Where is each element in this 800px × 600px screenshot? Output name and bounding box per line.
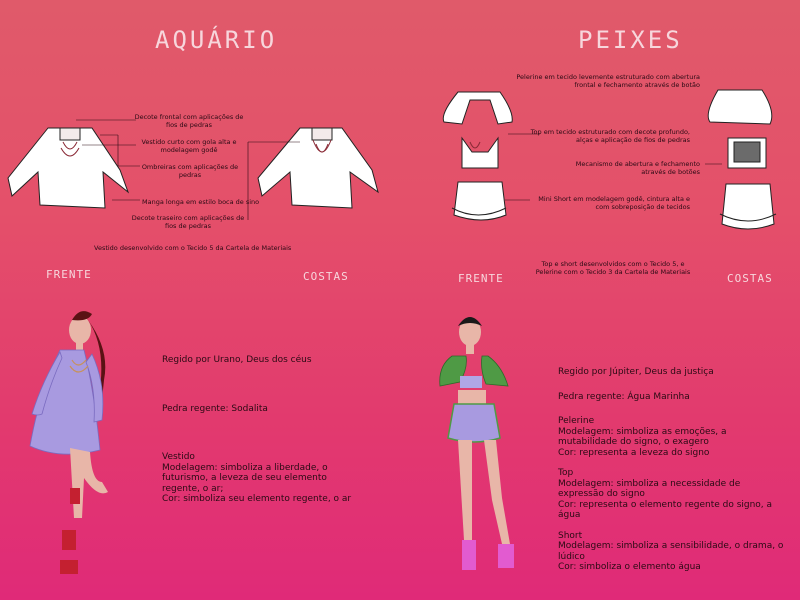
aquario-figure-illustration bbox=[30, 311, 108, 574]
aquario-vestido-modelagem: Modelagem: simboliza a liberdade, o futurismo, a leveza de seu elemento regente, o ar; bbox=[162, 462, 328, 494]
peixes-figure-illustration bbox=[440, 317, 514, 570]
aquario-regido: Regido por Urano, Deus dos céus bbox=[162, 355, 312, 365]
aquario-dress-back-sketch bbox=[258, 128, 378, 208]
aquario-annotation-manga: Manga longa em estilo boca de sino bbox=[142, 198, 260, 206]
peixes-annotation-mecanismo: Mecanismo de abertura e fechamento através de botões bbox=[575, 160, 700, 176]
aquario-pedra: Pedra regente: Sodalita bbox=[162, 403, 268, 414]
peixes-pelerine-modelagem: Modelagem: simboliza as emoções, a mutabilidade do signo, o exagero bbox=[558, 426, 727, 447]
aquario-vestido-cor: Cor: simboliza seu elemento regente, o ar bbox=[162, 494, 352, 504]
aquario-front-label: FRENTE bbox=[46, 268, 92, 281]
peixes-short-front-sketch bbox=[452, 182, 506, 220]
peixes-pedra: Pedra regente: Água Marinha bbox=[558, 391, 690, 402]
peixes-annotation-top: Top em tecido estruturado com decote profundo, alças e aplicação de fios de pedras bbox=[530, 128, 690, 144]
peixes-short-title: Short bbox=[558, 530, 583, 541]
peixes-pelerine-back-sketch bbox=[708, 90, 772, 124]
peixes-top-title: Top bbox=[558, 468, 574, 478]
peixes-back-label: COSTAS bbox=[727, 272, 773, 285]
peixes-pelerine-title: Pelerine bbox=[558, 416, 595, 426]
aquario-description bbox=[162, 355, 362, 505]
peixes-short-cor: Cor: simboliza o elemento água bbox=[558, 562, 701, 572]
peixes-annotation-tecido: Top e short desenvolvidos com o Tecido 5, e Pelerine com o Tecido 3 da Cartela de Materiais bbox=[535, 260, 691, 276]
peixes-top-modelagem: Modelagem: simboliza a necessidade de expressão do signo bbox=[558, 478, 741, 499]
peixes-pelerine-cor: Cor: representa a leveza do signo bbox=[558, 447, 710, 458]
peixes-regido: Regido por Júpiter, Deus da justiça bbox=[558, 367, 714, 377]
aquario-back-label: COSTAS bbox=[303, 270, 349, 283]
peixes-title: PEIXES bbox=[578, 26, 683, 54]
peixes-description bbox=[558, 367, 784, 573]
peixes-short-modelagem: Modelagem: simboliza a sensibilidade, o drama, o lúdico bbox=[558, 541, 784, 562]
aquario-annotation-decote-frontal: Decote frontal com aplicações de fios de pedras bbox=[134, 113, 244, 129]
peixes-pelerine-front-sketch bbox=[443, 92, 512, 124]
aquario-annotation-tecido: Vestido desenvolvido com o Tecido 5 da Cartela de Materiais bbox=[94, 244, 292, 252]
aquario-dress-front-sketch bbox=[8, 128, 128, 208]
peixes-short-back-sketch bbox=[720, 184, 776, 229]
aquario-annotation-vestido: Vestido curto com gola alta e modelagem godê bbox=[141, 138, 237, 154]
peixes-top-back-sketch bbox=[728, 138, 766, 168]
aquario-vestido-title: Vestido bbox=[162, 452, 195, 462]
peixes-annotation-pelerine: Pelerine em tecido levemente estruturado com abertura frontal e fechamento através de botão bbox=[516, 73, 700, 89]
peixes-top-cor: Cor: representa o elemento regente do signo, a água bbox=[558, 499, 773, 520]
aquario-annotation-decote-traseiro: Decote traseiro com aplicações de fios de pedras bbox=[131, 214, 245, 230]
peixes-front-label: FRENTE bbox=[458, 272, 504, 285]
peixes-annotation-short: Mini Short em modelagem godê, cintura alta e com sobreposição de tecidos bbox=[538, 195, 690, 211]
peixes-top-front-sketch bbox=[462, 138, 498, 168]
aquario-annotation-ombreiras: Ombreiras com aplicações de pedras bbox=[141, 163, 239, 179]
aquario-title: AQUÁRIO bbox=[155, 26, 278, 54]
